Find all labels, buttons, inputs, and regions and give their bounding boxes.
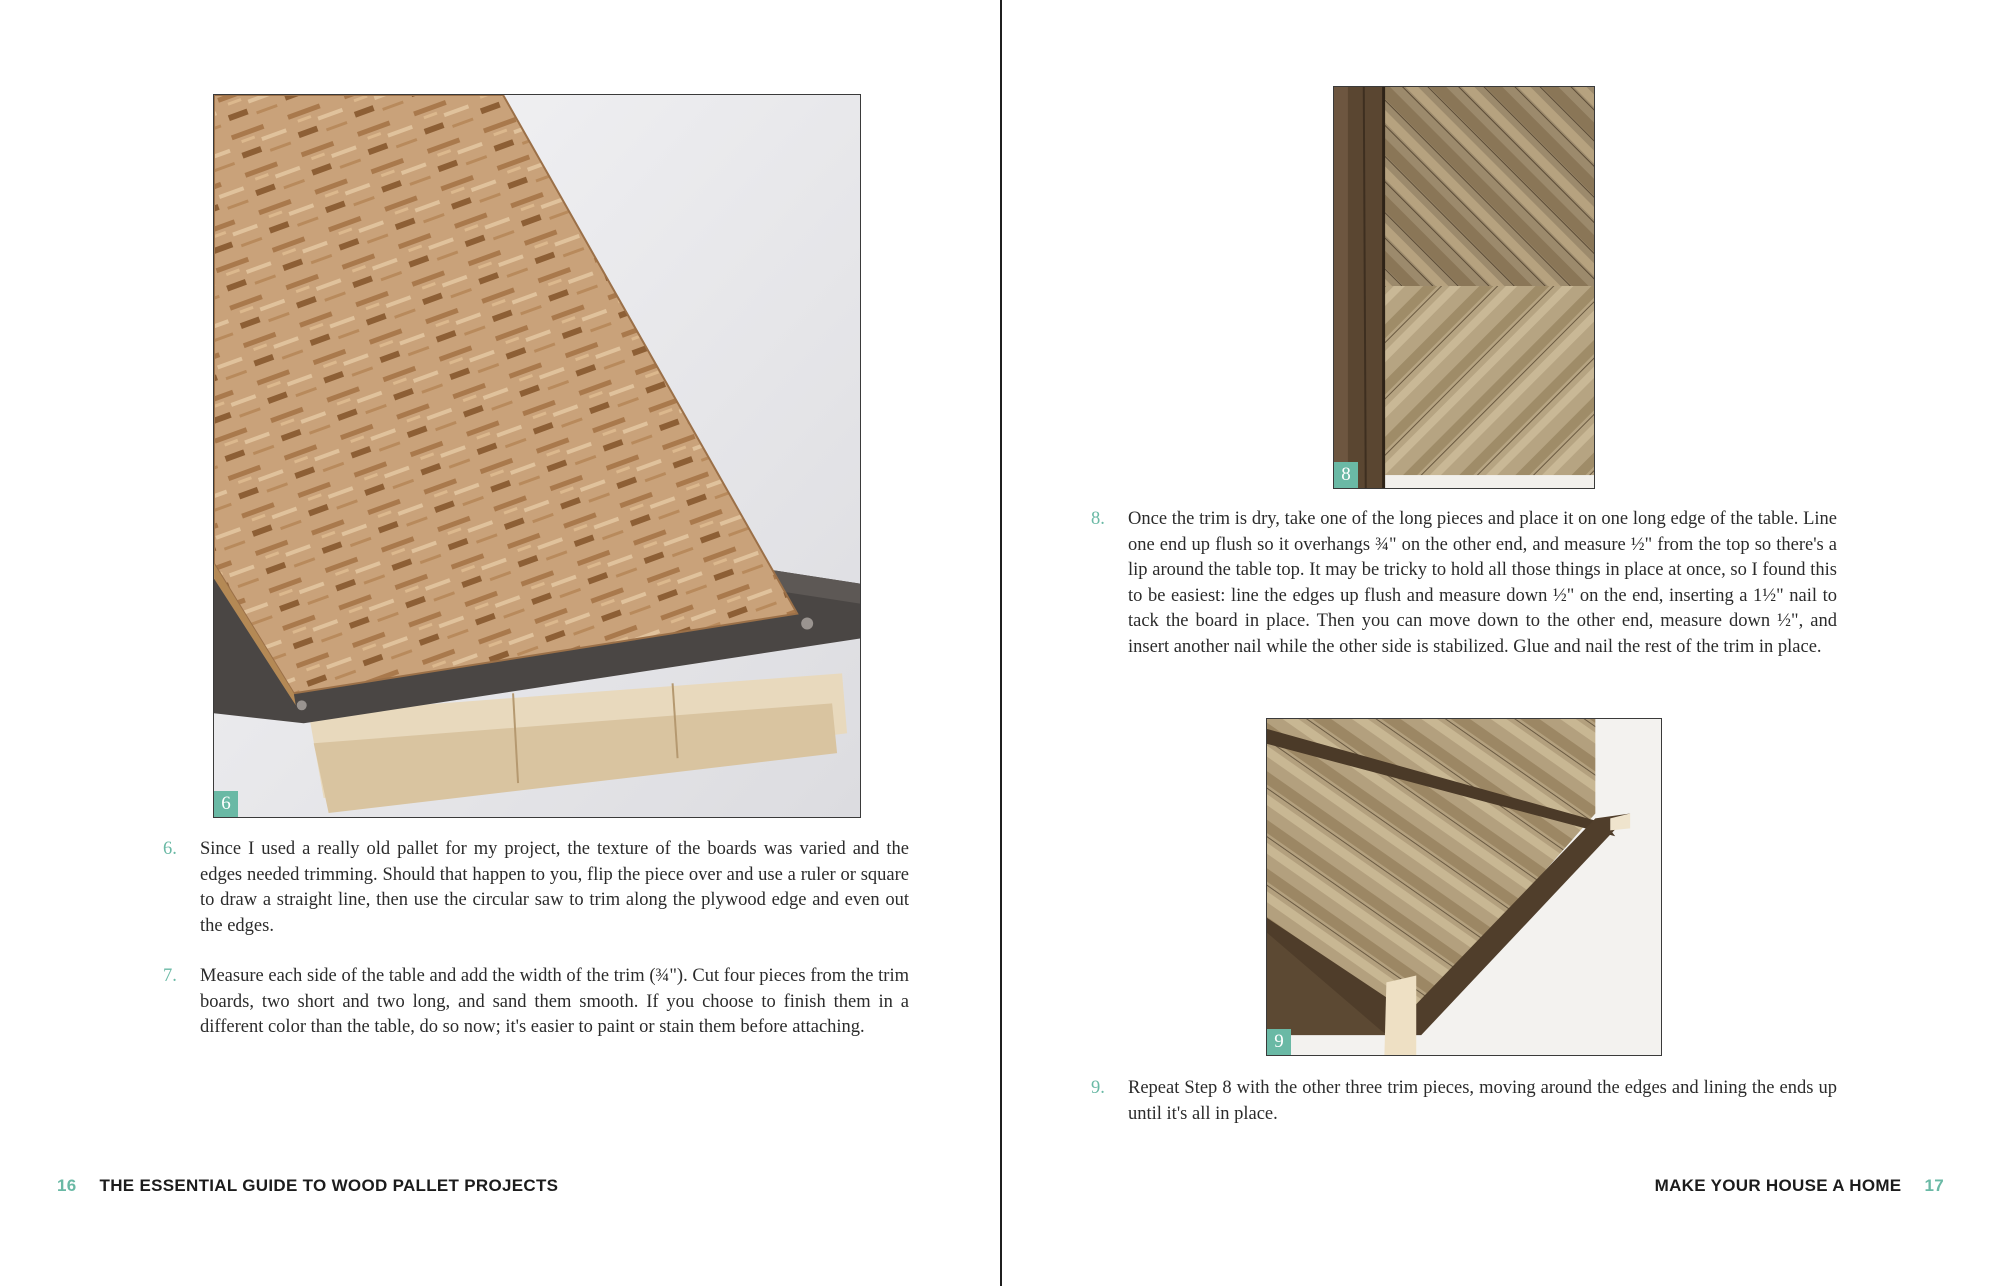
photo-trimmed-corner xyxy=(1266,718,1662,1056)
step-7 xyxy=(163,964,909,1041)
photo-step-number: 6 xyxy=(214,791,238,817)
step-8 xyxy=(1091,507,1837,660)
photo-step-number: 9 xyxy=(1267,1029,1291,1055)
page-gutter xyxy=(1000,0,1002,1286)
step-text: Measure each side of the table and add the width of the trim (¾"). Cut four pieces from the trim boards, two short and two long, and sand them smooth. If you choose to finish them in a different color than the table, do so now; it's easier to paint or stain them before attaching. xyxy=(200,966,909,1037)
page-number: 16 xyxy=(57,1176,77,1195)
step-6 xyxy=(163,837,909,939)
photo-step-number: 8 xyxy=(1334,462,1358,488)
page-number: 17 xyxy=(1924,1176,1944,1195)
running-head: THE ESSENTIAL GUIDE TO WOOD PALLET PROJECTS xyxy=(99,1176,559,1195)
running-head: MAKE YOUR HOUSE A HOME xyxy=(1654,1176,1902,1195)
step-9 xyxy=(1091,1076,1837,1127)
photo-trim-edge-closeup xyxy=(1333,86,1595,489)
step-number: 6. xyxy=(163,839,177,859)
left-footer xyxy=(57,1176,558,1196)
step-text: Once the trim is dry, take one of the long pieces and place it on one long edge of the table. Line one end up flush so it overhangs ¾" on the other end, and measure ½" from the top so there's a lip around the table top. It may be tricky to hold all those things in place at once, so I found this to be easiest: line the edges up flush and measure down ½" on the end, inserting a 1½" nail to tack the board in place. Then you can move down to the other end, measure down ½", and insert another nail while the other side is stabilized. Glue and nail the rest of the trim in place. xyxy=(1128,509,1837,657)
step-number: 8. xyxy=(1091,509,1105,529)
right-footer xyxy=(1655,1176,1944,1196)
photo-osb-board-on-square xyxy=(213,94,861,818)
step-text: Since I used a really old pallet for my project, the texture of the boards was varied and the edges needed trimming. Should that happen to you, flip the piece over and use a ruler or square to draw a straight line, then use the circular saw to trim along the plywood edge and even out the edges. xyxy=(200,839,909,936)
step-number: 7. xyxy=(163,966,177,986)
step-number: 9. xyxy=(1091,1078,1105,1098)
step-text: Repeat Step 8 with the other three trim pieces, moving around the edges and lining the ends up until it's all in place. xyxy=(1128,1078,1837,1124)
